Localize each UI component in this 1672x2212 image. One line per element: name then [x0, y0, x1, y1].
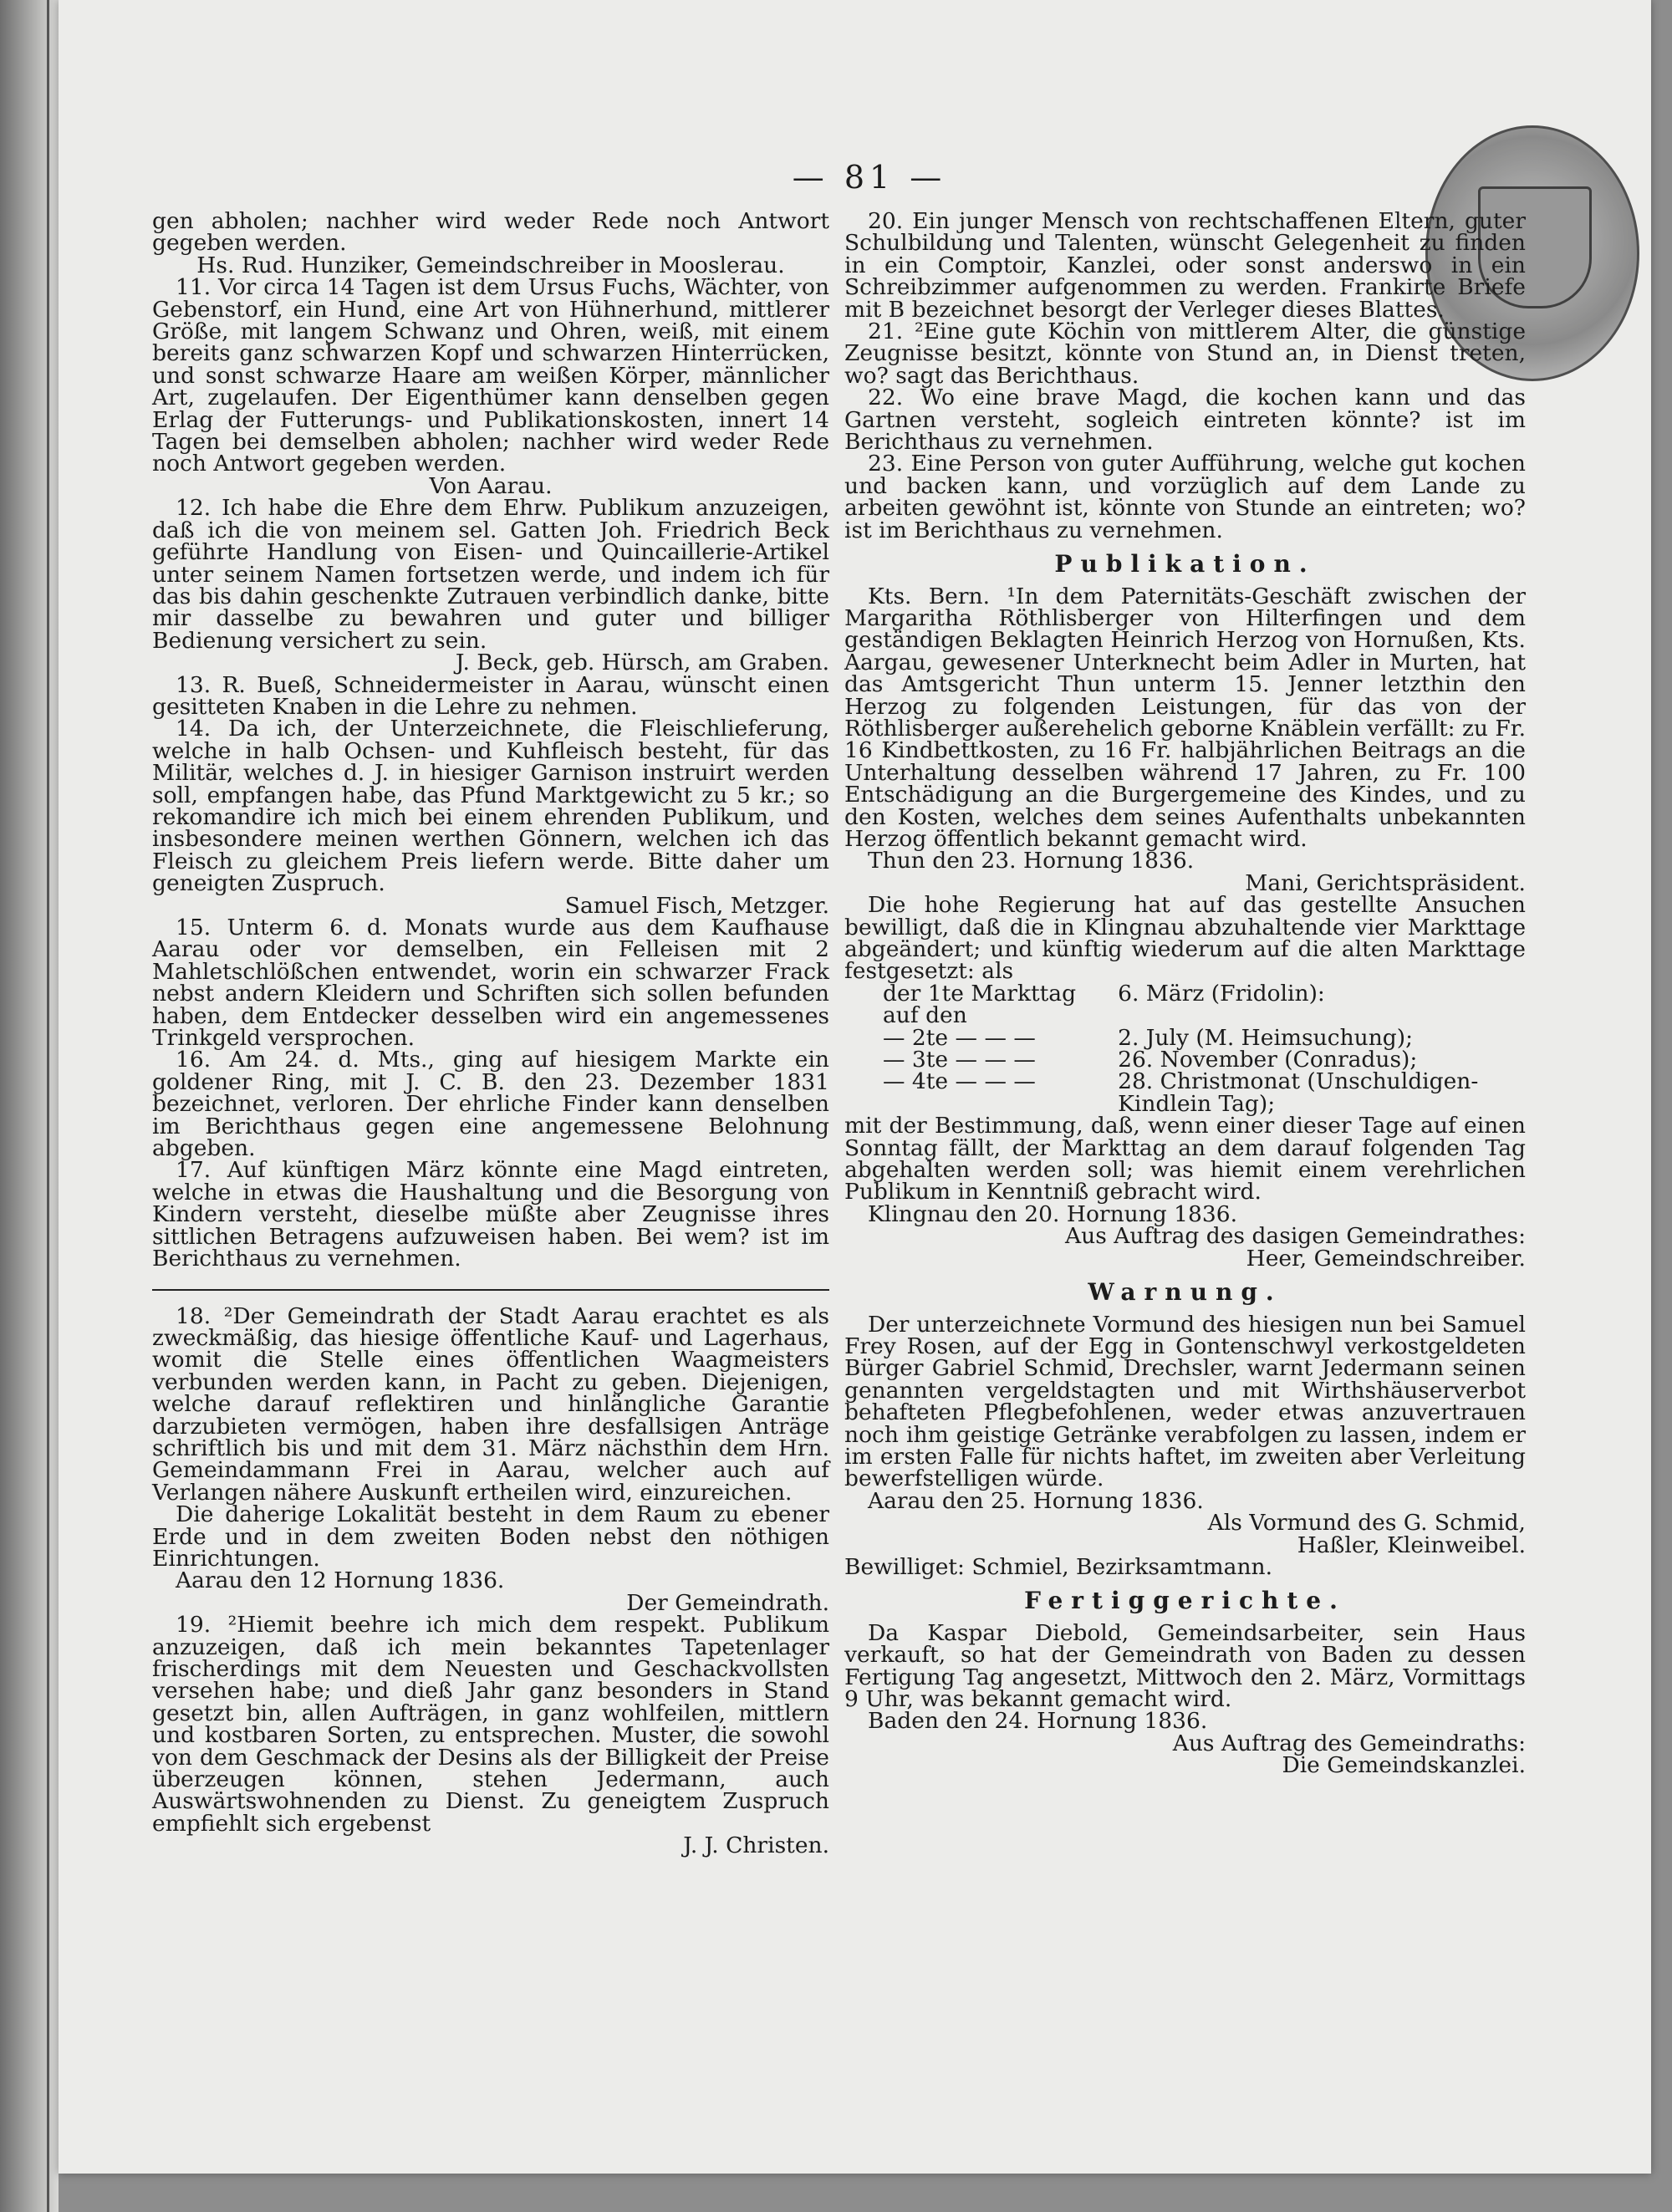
page-number: — 81 — [792, 159, 947, 196]
publikation-signature: Mani, Gerichtspräsident. [1245, 869, 1526, 896]
notice-signature: Hs. Rud. Hunziker, Gemeindschreiber in Mooslerau. [196, 252, 785, 278]
notice-11-signature: Von Aarau. [429, 472, 553, 499]
notice-13: 13. R. Bueß, Schneidermeister in Aarau, wünscht einen gesitteten Knaben in die Lehre zu nehmen. [152, 671, 829, 720]
section-divider [152, 1289, 829, 1291]
markt-row [878, 1071, 1526, 1115]
notice-18-date: Aarau den 12 Hornung 1836. [176, 1567, 505, 1594]
markt-date: Klingnau den 20. Hornung 1836. [868, 1200, 1238, 1227]
markt-table [878, 980, 1526, 1117]
markt-row-label: der 1te Markttag auf den [883, 980, 1077, 1029]
warnung-text: Der unterzeichnete Vormund des hiesigen nun bei Samuel Frey Rosen, auf der Egg in Gontenschwyl verkostgeldeten Bürger Gabriel Schmid, Drechsler, warnt Jedermann seinen genannten vergeldstagten und mit Wirthshäuserverbot behafteten Pflegbefohlenen, weder etwas anzuvertrauen noch ihm geistige Getränke verabfolgen zu lassen, indem er im ersten Falle für nichts haftet, im zweiten aber Verleitung bewerfstelligen würde. [844, 1311, 1526, 1492]
notice-12-signature: J. Beck, geb. Hürsch, am Graben. [455, 650, 829, 676]
markt-row-label: — 3te — — — [883, 1047, 1036, 1073]
right-column [844, 208, 1526, 1779]
fertig-signature-2: Die Gemeindskanzlei. [1282, 1752, 1526, 1779]
notice-14-signature: Samuel Fisch, Metzger. [564, 892, 829, 919]
notice-20: 20. Ein junger Mensch von rechtschaffenen Eltern, guter Schulbildung und Talenten, wünscht Gelegenheit zu finden in ein Comptoir, Kanzlei, oder sonst anderswo in ein Schreibzimmer aufgenommen zu werden. Frankirte Briefe mit B bezeichnet besorgt der Verleger dieses Blattes. [844, 208, 1526, 323]
heading-publikation: Publikation. [1054, 550, 1316, 578]
notice-12: 12. Ich habe die Ehre dem Ehrw. Publikum anzuzeigen, daß ich die von meinem sel. Gatten Joh. Friedrich Beck geführte Handlung von Eisen- und Quincaillerie-Artikel unter seinem Namen fortsetzen werde, und indem ich für das bis dahin geschenkte Zutrauen verbindlich danke, bitte mir dasselbe zu bewahren und guter und billiger Bedienung versichert zu sein. [152, 495, 829, 654]
notice-11: 11. Vor circa 14 Tagen ist dem Ursus Fuchs, Wächter, von Gebenstorf, ein Hund, eine Art von Hühnerhund, mittlerer Größe, mit langem Schwanz und Ohren, weiß, mit einem bereits ganz schwarzen Kopf und schwarzen Hinterrücken, und sonst schwarze Haare am weißen Körper, männlicher Art, zugelaufen. Der Eigenthümer kann denselben gegen Erlag der Futterungs- und Publikationskosten, innert 14 Tagen bei demselben abholen; nachher wird weder Rede noch Antwort gegeben werden. [152, 274, 829, 477]
markt-signature-2: Heer, Gemeindschreiber. [1246, 1245, 1526, 1272]
warnung-signature-1: Als Vormund des G. Schmid, [1207, 1510, 1526, 1537]
markt-row-date: 28. Christmonat (Unschuldigen-Kindlein Tag); [1118, 1068, 1479, 1117]
notice-19: 19. ²Hiemit beehre ich mich dem respekt. Publikum anzuzeigen, daß ich mein bekanntes Tapetenlager frischerdings mit dem Neuesten und Geschackvollsten versehen habe; und dieß Jahr ganz besonders in Stand gesetzt bin, allen Aufträgen, in ganz wohlfeilen, mittlern und kostbaren Sorten, zu entsprechen. Muster, die sowohl von dem Geschmack der Desins als der Billigkeit der Preise überzeugen können, stehen Jedermann, auch Auswärtswohnenden zu Dienst. Zu geneigtem Zuspruch empfiehlt sich ergebenst [152, 1612, 829, 1837]
notice-18-signature: Der Gemeindrath. [626, 1589, 829, 1616]
markt-rest: mit der Bestimmung, daß, wenn einer dieser Tage auf einen Sonntag fällt, der Markttag an dem darauf folgenden Tag abgehalten werden soll; was hiemit einem verehrlichen Publikum in Kenntniß gebracht wird. [844, 1113, 1526, 1205]
notice-23: 23. Eine Person von guter Aufführung, welche gut kochen und backen kann, und vorzüglich auf dem Lande zu arbeiten gewöhnt ist, könnte von Stunde an eintreten; wo? ist im Berichthaus zu vernehmen. [844, 451, 1526, 543]
markt-row [878, 983, 1526, 1027]
fertig-signature-1: Aus Auftrag des Gemeindraths: [1172, 1730, 1526, 1756]
binding-gutter [0, 0, 59, 2212]
publikation-date: Thun den 23. Hornung 1836. [868, 848, 1195, 874]
notice-22: 22. Wo eine brave Magd, die kochen kann und das Gartnen versteht, sogleich eintreten könnte? ist im Berichthaus zu vernehmen. [844, 385, 1526, 456]
markt-row-date: 2. July (M. Heimsuchung); [1118, 1024, 1414, 1051]
notice-21: 21. ²Eine gute Köchin von mittlerem Alter, die günstige Zeugnisse besitzt, könnte von Stund an, in Dienst treten, wo? sagt das Berichthaus. [844, 319, 1526, 389]
heading-warnung: Warnung. [1088, 1278, 1282, 1307]
notice-17: 17. Auf künftigen März könnte eine Magd eintreten, welche in etwas die Haushaltung und die Besorgung von Kindern versteht, dieselbe müßte aber Zeugnisse ihres sittlichen Betragens aufzuweisen haben. Bei wem? ist im Berichthaus zu vernehmen. [152, 1157, 829, 1272]
fertig-text: Da Kaspar Diebold, Gemeindsarbeiter, sein Haus verkauft, so hat der Gemeindrath von Baden zu dessen Fertigung Tag angesetzt, Mittwoch den 2. März, Vormittags 9 Uhr, was bekannt gemacht wird. [844, 1619, 1526, 1712]
heading-fertiggerichte: Fertiggerichte. [1024, 1587, 1346, 1615]
markt-intro: Die hohe Regierung hat auf das gestellte Ansuchen bewilligt, daß die in Klingnau abzuhaltende vier Markttage abgeändert; und künftig wiederum auf die alten Markttage festgesetzt: als [844, 892, 1526, 985]
notice-18: 18. ²Der Gemeindrath der Stadt Aarau erachtet es als zweckmäßig, das hiesige öffentliche Kauf- und Lagerhaus, womit die Stelle eines öffentlichen Waagmeisters verbunden werden kann, in Pacht zu geben. Diejenigen, welche darauf reflektiren und hinlängliche Garantie darzubieten vermögen, haben ihre desfallsigen Anträge schriftlich bis und mit dem 31. März nächsthin dem Hrn. Gemeindammann Frei in Aarau, welcher auch auf Verlangen nähere Auskunft ertheilen wird, einzureichen. [152, 1302, 829, 1506]
notice-16: 16. Am 24. d. Mts., ging auf hiesigem Markte ein goldener Ring, mit J. C. B. den 23. Dezember 1831 bezeichnet, verloren. Der ehrliche Finder kann denselben im Berichthaus gegen eine angemessene Belohnung abgeben. [152, 1047, 829, 1162]
markt-row-label: — 4te — — — [883, 1068, 1036, 1095]
notice-18-continued: Die daherige Lokalität besteht in dem Raum zu ebener Erde und in dem zweiten Boden nebst den nöthigen Einrichtungen. [152, 1501, 829, 1572]
markt-row-date: 26. November (Conradus); [1118, 1047, 1418, 1073]
markt-signature-1: Aus Auftrag des dasigen Gemeindrathes: [1065, 1223, 1526, 1250]
binding-edge [47, 0, 49, 2212]
notice-15: 15. Unterm 6. d. Monats wurde aus dem Kaufhause Aarau oder vor demselben, ein Felleisen mit 2 Mahletschlößchen entwendet, worin ein schwarzer Frack nebst andern Kleidern und Schriften sich sollen befunden haben, dem Entdecker desselben wird ein angemessenes Trinkgeld versprochen. [152, 915, 829, 1052]
warnung-date: Aarau den 25. Hornung 1836. [868, 1487, 1204, 1514]
notice-14: 14. Da ich, der Unterzeichnete, die Fleischlieferung, welche in halb Ochsen- und Kuhfleisch besteht, für das Militär, welches d. J. in hiesiger Garnison instruirt werden soll, empfangen habe, das Pfund Marktgewicht zu 5 kr.; so rekomandire ich mich bei einem ehrenden Publikum, und insbesondere meinen werthen Gönnern, welchen ich das Fleisch zu gleichem Preis liefern werde. Bitte daher um geneigten Zuspruch. [152, 716, 829, 897]
notice-continuation: gen abholen; nachher wird weder Rede noch Antwort gegeben werden. [152, 208, 829, 257]
warnung-signature-2: Haßler, Kleinweibel. [1297, 1532, 1526, 1558]
markt-row-label: — 2te — — — [883, 1024, 1036, 1051]
publikation-text: Kts. Bern. ¹In dem Paternitäts-Geschäft zwischen der Margaritha Röthlisberger von Hilterfingen und dem geständigen Beklagten Heinrich Herzog von Hornußen, Kts. Aargau, gewesener Unterknecht beim Adler in Murten, hat das Amtsgericht Thun unterm 15. Jenner letzthin den Herzog zu folgenden Leistungen, für das von der Röthlisberger außerehelich geborne Knäblein verfällt: zu Fr. 16 Kindbettkosten, zu 16 Fr. halbjährlichen Beitrags an die Unterhaltung desselben während 17 Jahren, zu Fr. 100 Entschädigung an die Burgergemeine des Kindes, und zu den Kosten, welches dem seines Aufenthalts unbekannten Herzog öffentlich bekannt gemacht wird. [844, 583, 1526, 852]
markt-row-date: 6. März (Fridolin): [1118, 980, 1325, 1007]
warnung-approval: Bewilliget: Schmiel, Bezirksamtmann. [844, 1553, 1273, 1580]
left-column [152, 208, 829, 1859]
fertig-date: Baden den 24. Hornung 1836. [868, 1708, 1208, 1735]
notice-19-signature: J. J. Christen. [683, 1832, 829, 1859]
